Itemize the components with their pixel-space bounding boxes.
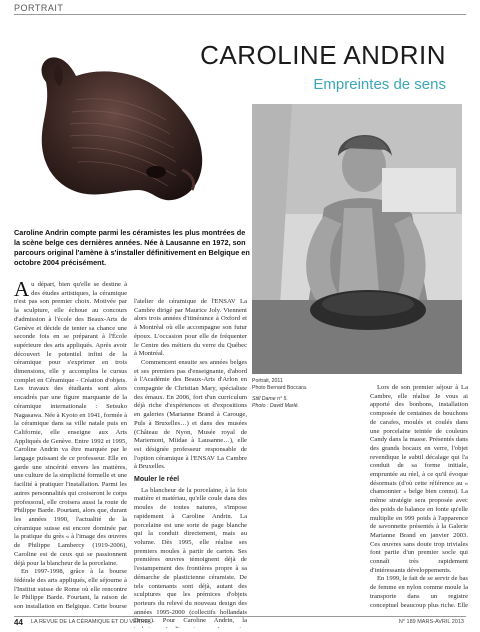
article-subtitle: Empreintes de sens	[313, 76, 446, 93]
body-column-2	[134, 298, 247, 628]
section-label: PORTRAIT	[14, 3, 64, 13]
issue-info: N° 189 MARS-AVRIL 2013	[398, 619, 464, 625]
section-heading: Mouler le réel	[134, 476, 180, 484]
body-paragraph: Lors de son premier séjour à La Cambre, elle réalise Je vous ai apporté des bonbons, installation composée de centaines de bouchons de carafes, moulés et coulés dans une porcelaine teintée de couleurs Candy dans la masse. Présentés dans des grands bocaux en verre, l'objet revendique le subtil décalage qui l'a conduit de sa forme initiale, empruntée au réel, à ce qu'il évoque désormais (d'où cette référence au « chamonnier » belge bien connu). La même stratégie sera proposée avec des poids de balance en fonte qu'elle multiplie en 999 poids à l'apparence de savonnette présentés à la Galerie Marianne Brand en janvier 2003. Ces œuvres sans doute trop triviales font partie d'un premier socle qui connaît très rapidement d'intéressants développements.	[370, 384, 468, 574]
body-paragraph: En 1999, le fait de se servir de bas de femme en nylon comme moule la transporte dans un registre conceptuel beaucoup plus riche. Elle	[370, 575, 468, 609]
article-intro: Caroline Andrin compte parmi les céramistes les plus montrées de la scène belge ces dernières années. Née à Lausanne en 1972, son parcours original l'amène à s'installer définitivement en Belgique en octobre 2004 précisément.	[14, 228, 250, 267]
page-number: 44	[14, 618, 23, 627]
sculpture-photo	[6, 40, 216, 220]
header-rule	[14, 14, 466, 15]
body-paragraph: En 1997-1998, grâce à la bourse fédérale des arts appliqués, elle séjourne à l'Institut suisse de Rome où elle rencontre le Philippe Barde. Fourtant, la raison de son installation en Belgique. Cette bourse	[14, 568, 127, 611]
body-paragraph	[14, 281, 127, 568]
paragraph-text: u départ, bien qu'elle se destine à des études artistiques, la céramique n'est pas son premier choix. Motivée par la sculpture, elle échoue au concours d'admission à l'école des Beaux-Arts de Genève et décide de tenter sa chance une seconde fois en se préparant à l'École supérieure des arts appliqués. Après avoir découvert le potentiel infini de la céramique pour s'exprimer en trois dimensions, elle y accomplira le cursus complet en Céramique - Création d'objets. Les travaux des étudiants sont alors encadrés par une figure marquante de la céramique internationale : Setsuko Nagasawa. Née à Kyoto en 1941, formée à la céramique dans sa ville natale puis en Californie, elle enseigne aux Arts Appliqués de Genève. Entre 1992 et 1995, Caroline Andrin va être marquée par le langage puissant de ce professeur. Elle en garde une sincérité envers les matières, une culture de la simplicité formelle et une facilité à pratiquer l'installation. Parmi les autres personnalités qui croiseront le corps professoral, elle croisera aussi la route de Philippe Barde. Pourtant, alors que, durant les années 1990, l'actualité de la céramique suisse est encore dominée par la pratique du grès « à l'image des œuvres de Philippe Lambercy (1919-2006), Caroline est de ceux qui se passionnent déjà pour la blancheur de la porcelaine.	[14, 281, 127, 567]
stilllife-caption-text: Still Dame n° 5. Photo : David Marlé.	[252, 396, 299, 409]
body-column-3	[370, 384, 468, 610]
portrait-caption	[252, 378, 362, 410]
body-column-1	[14, 281, 127, 611]
body-paragraph: La blancheur de la porcelaine, à la fois matière et matériau, qu'elle coule dans des moules de toutes natures, s'impose rapidement à Caroline Andrin. La porcelaine est une sorte de page blanche qui la conduit directement, mais au volume. Dès 1995, elle réalise ses premiers moules à partir de carton. Ses premières œuvres témoignent déjà de l'estampement des frontières propre à sa démarche de plasticienne céramiste. De tels contenants sont déjà, autant des sculptures que les prémices d'objets porteurs du relevé du nouveau design des années 1995-2000 (collectifs hollandais Droog). Pour Caroline Andrin, la	[134, 486, 247, 625]
body-paragraph: Commencent ensuite ses années belges et ses premiers pas d'enseignante, d'abord à l'Académie des Beaux-Arts d'Arlon en compagnie de Christian Mary, spécialiste des émaux. En 2006, fort d'un curriculum déjà riche d'expériences et d'expositions en galeries (Marianne Brand à Carouge, Puls à Bruxelles…) et dans des musées (Château de Nyon, Musée royal de Mariemont, Miidae à Lausanne…), elle est désignée professeur responsable de l'option céramique à l'ENSAV La Cambre à Bruxelles.	[134, 358, 247, 471]
portrait-photo	[252, 104, 462, 374]
article-title: CAROLINE ANDRIN	[200, 40, 446, 70]
body-paragraph: l'atelier de céramique de l'ENSAV La Cambre dirigé par Maurice Joly. Viennent alors trois années d'itinérance à Oxford et à Montréal où elle accompagne son futur époux. L'occasion pour elle de fréquenter le Centre des métiers du verre du Québec à Montréal.	[134, 298, 247, 358]
footer-rule	[14, 616, 466, 617]
drop-cap: A	[14, 281, 30, 301]
publication-name: LA REVUE DE LA CÉRAMIQUE ET DU VERRE	[31, 619, 149, 625]
portrait-caption-text: Portrait, 2011 Photo Bernard Boccara.	[252, 378, 308, 391]
